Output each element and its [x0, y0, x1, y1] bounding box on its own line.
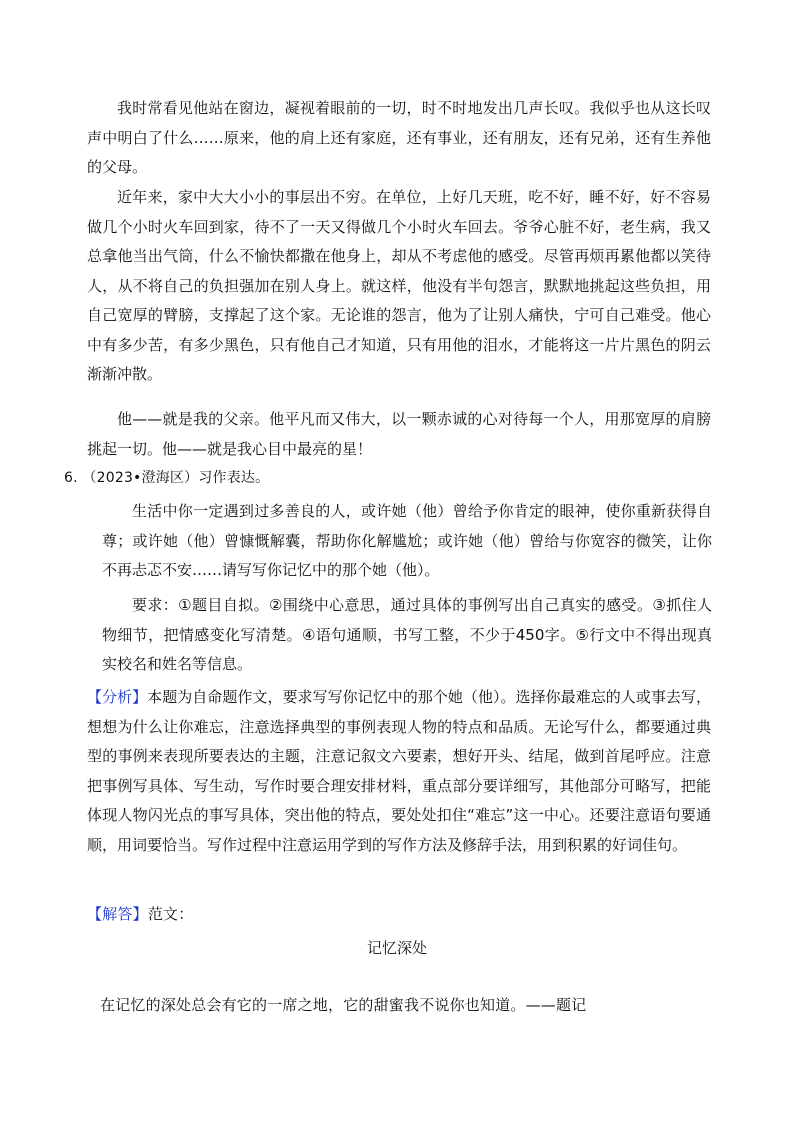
essay-epigraph: 在记忆的深处总会有它的一席之地，它的甜蜜我不说你也知道。——题记 [100, 996, 587, 1014]
essay-paragraph-2: 近年来，家中大大小小的事层出不穷。在单位，上好几天班，吃不好，睡不好，好不容易做几个小时火车回到家，待不了一天又得做几个小时火车回去。爷爷心脏不好，老生病，我又总拿他当出气筒，什么不愉快都撒在他身上，却从不考虑他的感受。尽管再烦再累他都以笑待人，从不将自己的负担强加在别人身上。就这样，他没有半句怨言，默默地挑起这些负担，用自己宽厚的臂膀，支撑起了这个家。无论谁的怨言，他为了让别人痛快，宁可自己难受。他心中有多少苦，有多少黑色，只有他自己才知道，只有用他的泪水，才能将这一片片黑色的阴云渐渐冲散。 [87, 188, 711, 383]
question-requirements: 要求：①题目自拟。②围绕中心意思，通过具体的事例写出自己真实的感受。③抓住人物细节，把情感变化写清楚。④语句通顺，书写工整，不少于450字。⑤行文中不得出现真实校名和姓名等信息。 [102, 596, 712, 673]
answer-label: 【解答】 [87, 905, 148, 923]
question-prompt: 生活中你一定遇到过多善良的人，或许她（他）曾给予你肯定的眼神，使你重新获得自尊；或许她（他）曾慷慨解囊，帮助你化解尴尬；或许她（他）曾给与你宽容的微笑，让你不再忐忑不安……请写写你记忆中的那个她（他）。 [102, 502, 712, 579]
essay-paragraph-1: 我时常看见他站在窗边，凝视着眼前的一切，时不时地发出几声长叹。我似乎也从这长叹声中明白了什么……原来，他的肩上还有家庭，还有事业，还有朋友，还有兄弟，还有生养他的父母。 [87, 99, 711, 176]
analysis-text: 本题为自命题作文，要求写写你记忆中的那个她（他）。选择你最难忘的人或事去写，想想为什么让你难忘，注意选择典型的事例表现人物的特点和品质。无论写什么，都要通过典型的事例来表现所要表达的主题，注意记叙文六要素，想好开头、结尾，做到首尾呼应。注意把事例写具体、写生动，写作时要合理安排材料，重点部分要详细写，其他部分可略写，把能体现人物闪光点的事写具体，突出他的特点，要处处扣住“难忘”这一中心。还要注意语句要通顺，用词要恰当。写作过程中注意运用学到的写作方法及修辞手法，用到积累的好词佳句。 [87, 688, 711, 854]
essay-paragraph-3: 他——就是我的父亲。他平凡而又伟大，以一颗赤诚的心对待每一个人，用那宽厚的肩膀挑起一切。他——就是我心目中最亮的星！ [87, 410, 711, 458]
question-header [64, 468, 269, 488]
analysis-block [87, 683, 711, 860]
question-number: 6. [64, 470, 78, 486]
essay-title: 记忆深处 [366, 939, 427, 957]
analysis-label: 【分析】 [87, 688, 148, 706]
answer-header [87, 904, 193, 924]
answer-intro: 范文： [147, 905, 194, 923]
question-source: （2023•澄海区）习作表达。 [82, 470, 270, 486]
